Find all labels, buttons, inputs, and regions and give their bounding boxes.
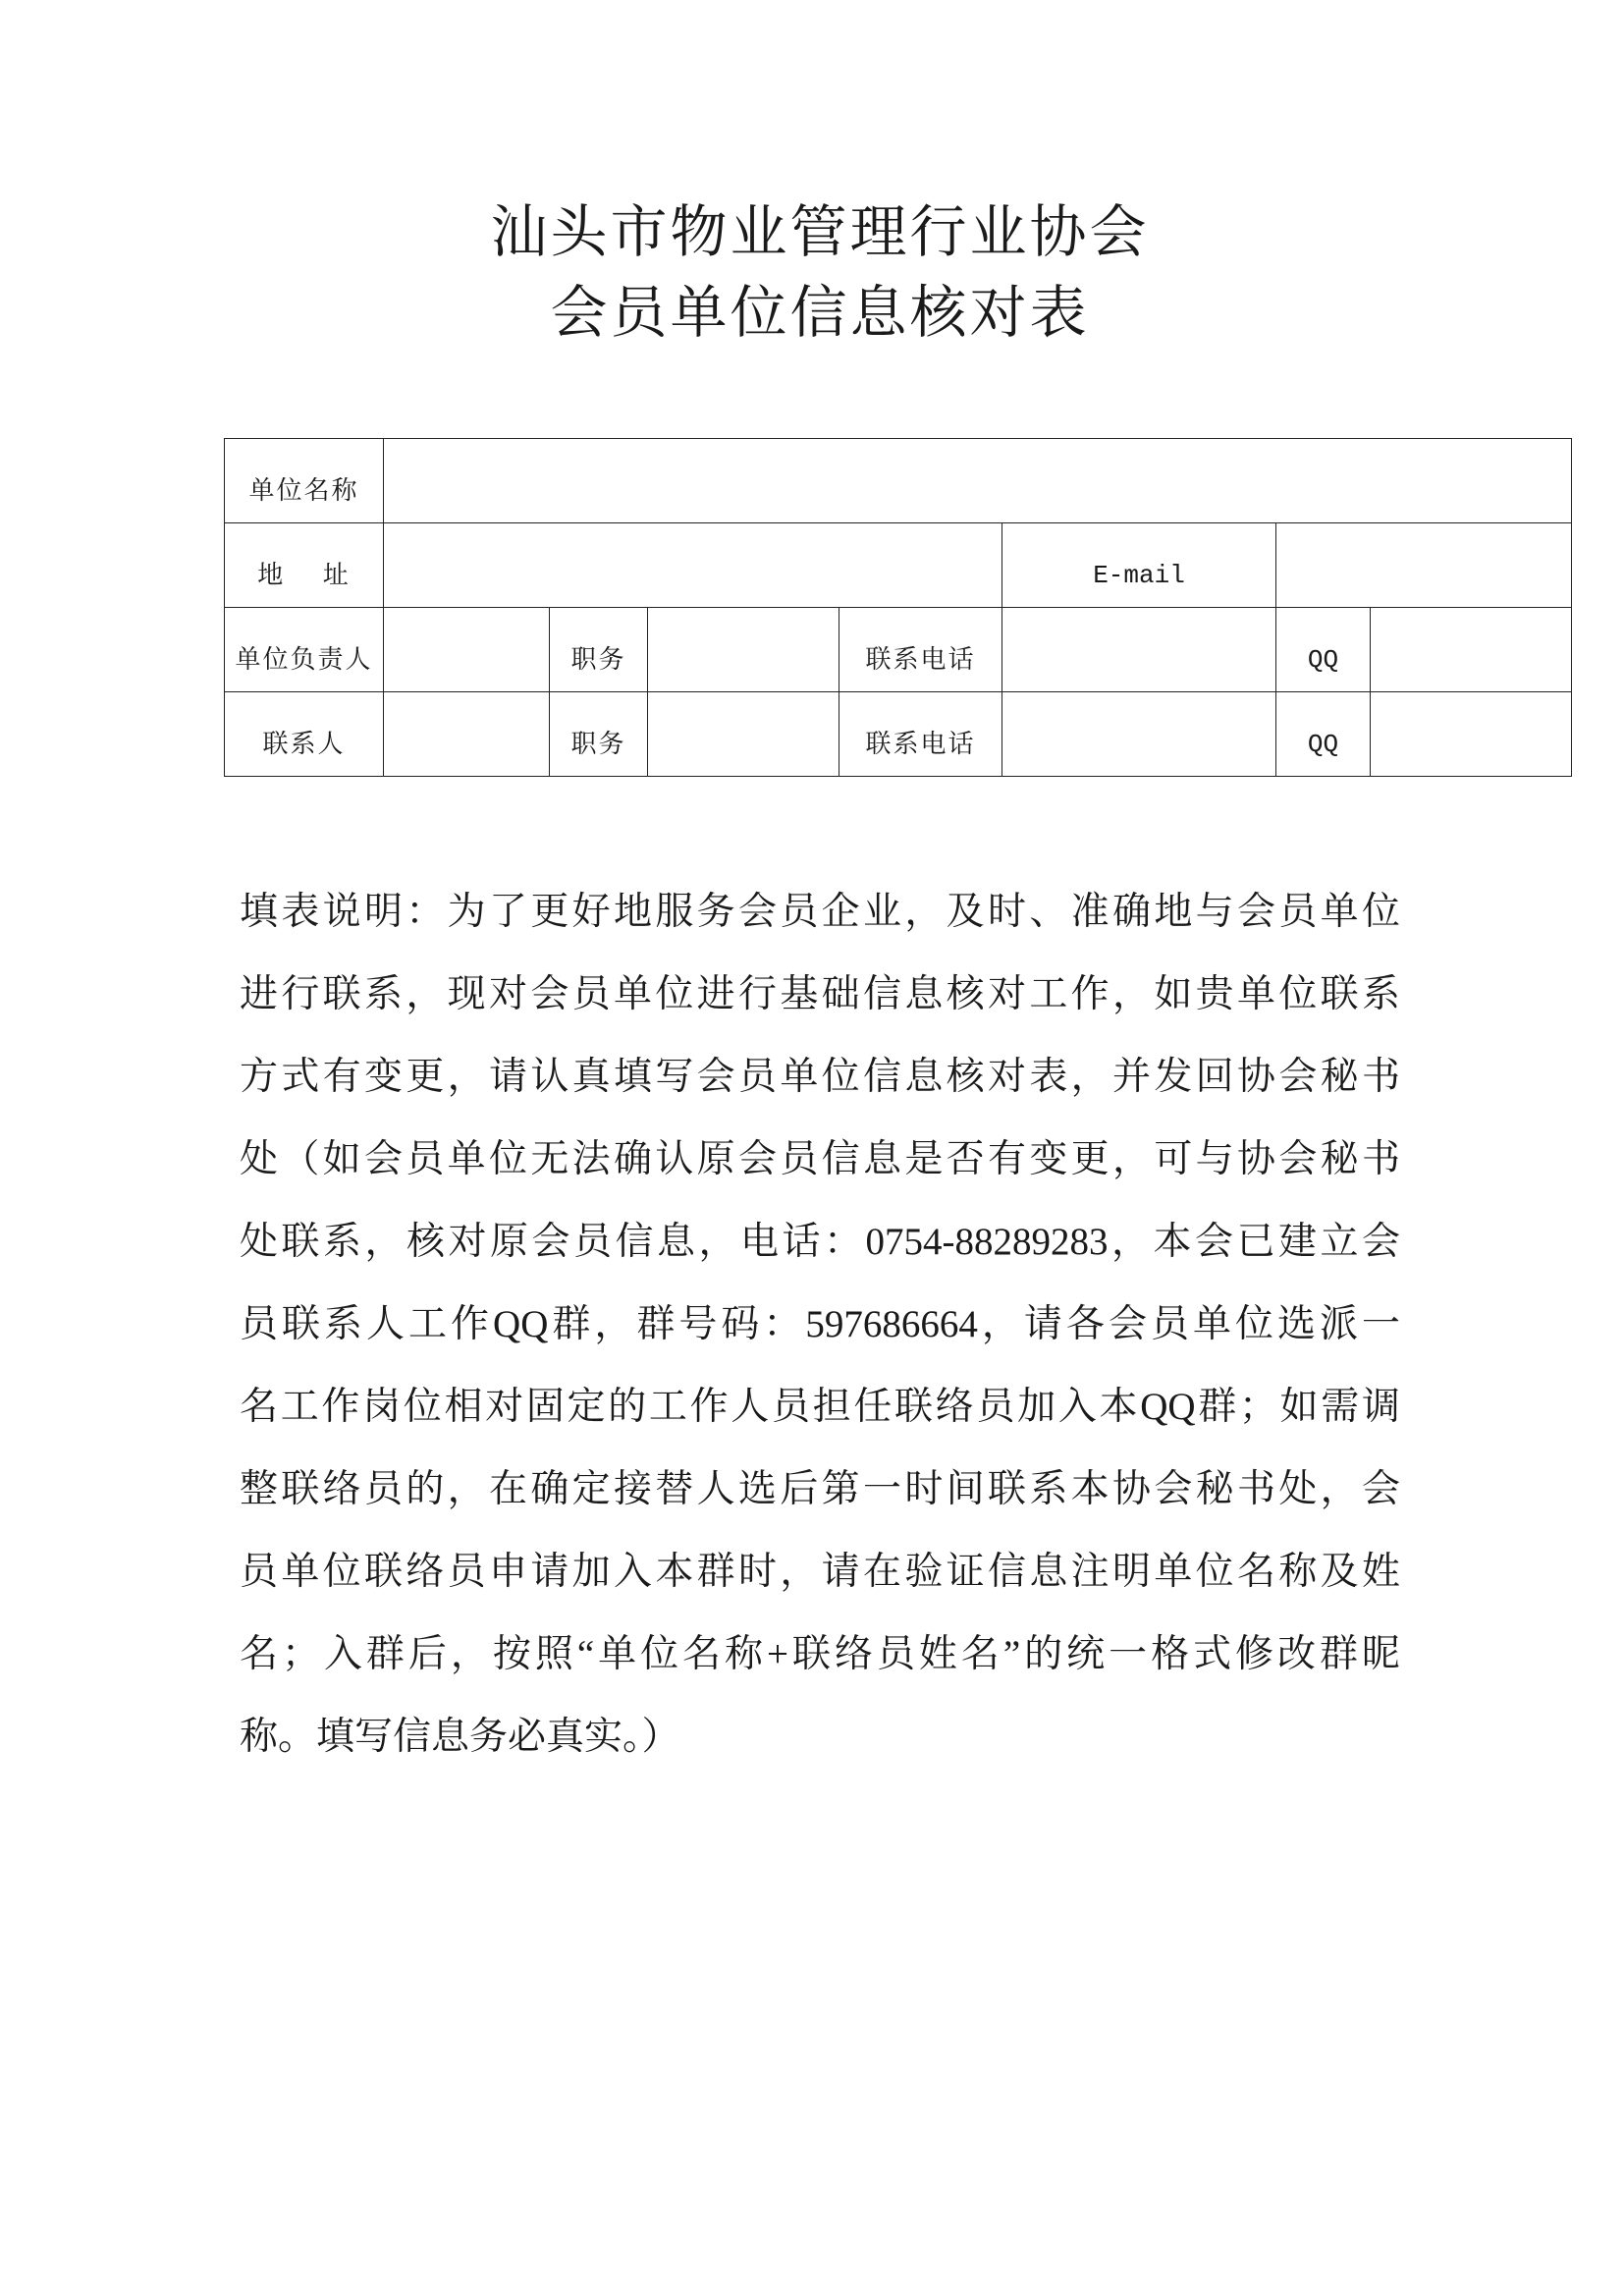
- contact-person-label: 联系人: [225, 692, 384, 777]
- phone-label: 联系电话: [839, 692, 1002, 777]
- unit-name-field: [384, 439, 1572, 523]
- member-info-table: [224, 438, 1572, 777]
- instructions-line: 名；入群后，按照“单位名称+联络员姓名”的统一格式修改群昵: [240, 1633, 1400, 1675]
- contact-person-row: [225, 692, 1572, 777]
- page-title: 汕头市物业管理行业协会: [490, 200, 1150, 264]
- instructions-line: 进行联系，现对会员单位进行基础信息核对工作，如贵单位联系: [240, 973, 1400, 1015]
- position-label: 职务: [550, 608, 648, 692]
- qq-field: [1371, 692, 1572, 777]
- position-field: [648, 692, 839, 777]
- unit-name-row: [225, 439, 1572, 523]
- qq-field: [1371, 608, 1572, 692]
- email-field: [1276, 523, 1572, 608]
- person-in-charge-field: [384, 608, 550, 692]
- instructions-line: 处联系，核对原会员信息，电话：0754-88289283，本会已建立会: [240, 1221, 1400, 1263]
- instructions-line: 员联系人工作QQ群，群号码：597686664，请各会员单位选派一: [240, 1303, 1400, 1345]
- instructions-line: 整联络员的，在确定接替人选后第一时间联系本协会秘书处，会: [240, 1468, 1400, 1510]
- instructions-line: 称。填写信息务必真实。）: [240, 1716, 680, 1758]
- unit-name-label: 单位名称: [225, 439, 384, 523]
- phone-field: [1002, 692, 1276, 777]
- address-row: [225, 523, 1572, 608]
- instructions-line: 员单位联络员申请加入本群时，请在验证信息注明单位名称及姓: [240, 1551, 1400, 1593]
- email-label: E-mail: [1002, 523, 1276, 608]
- person-in-charge-row: [225, 608, 1572, 692]
- phone-label: 联系电话: [839, 608, 1002, 692]
- qq-label: QQ: [1276, 608, 1371, 692]
- position-field: [648, 608, 839, 692]
- person-in-charge-label: 单位负责人: [225, 608, 384, 692]
- instructions-line: 方式有变更，请认真填写会员单位信息核对表，并发回协会秘书: [240, 1056, 1400, 1098]
- address-label: 地 址: [225, 523, 384, 608]
- instructions-line: 名工作岗位相对固定的工作人员担任联络员加入本QQ群；如需调: [240, 1386, 1400, 1428]
- address-field: [384, 523, 1002, 608]
- filling-instructions: [240, 871, 1400, 1778]
- qq-label: QQ: [1276, 692, 1371, 777]
- contact-person-field: [384, 692, 550, 777]
- instructions-line: 处（如会员单位无法确认原会员信息是否有变更，可与协会秘书: [240, 1138, 1400, 1180]
- page-subtitle: 会员单位信息核对表: [550, 281, 1090, 345]
- phone-field: [1002, 608, 1276, 692]
- position-label: 职务: [550, 692, 648, 777]
- instructions-line: 填表说明：为了更好地服务会员企业，及时、准确地与会员单位: [240, 891, 1400, 933]
